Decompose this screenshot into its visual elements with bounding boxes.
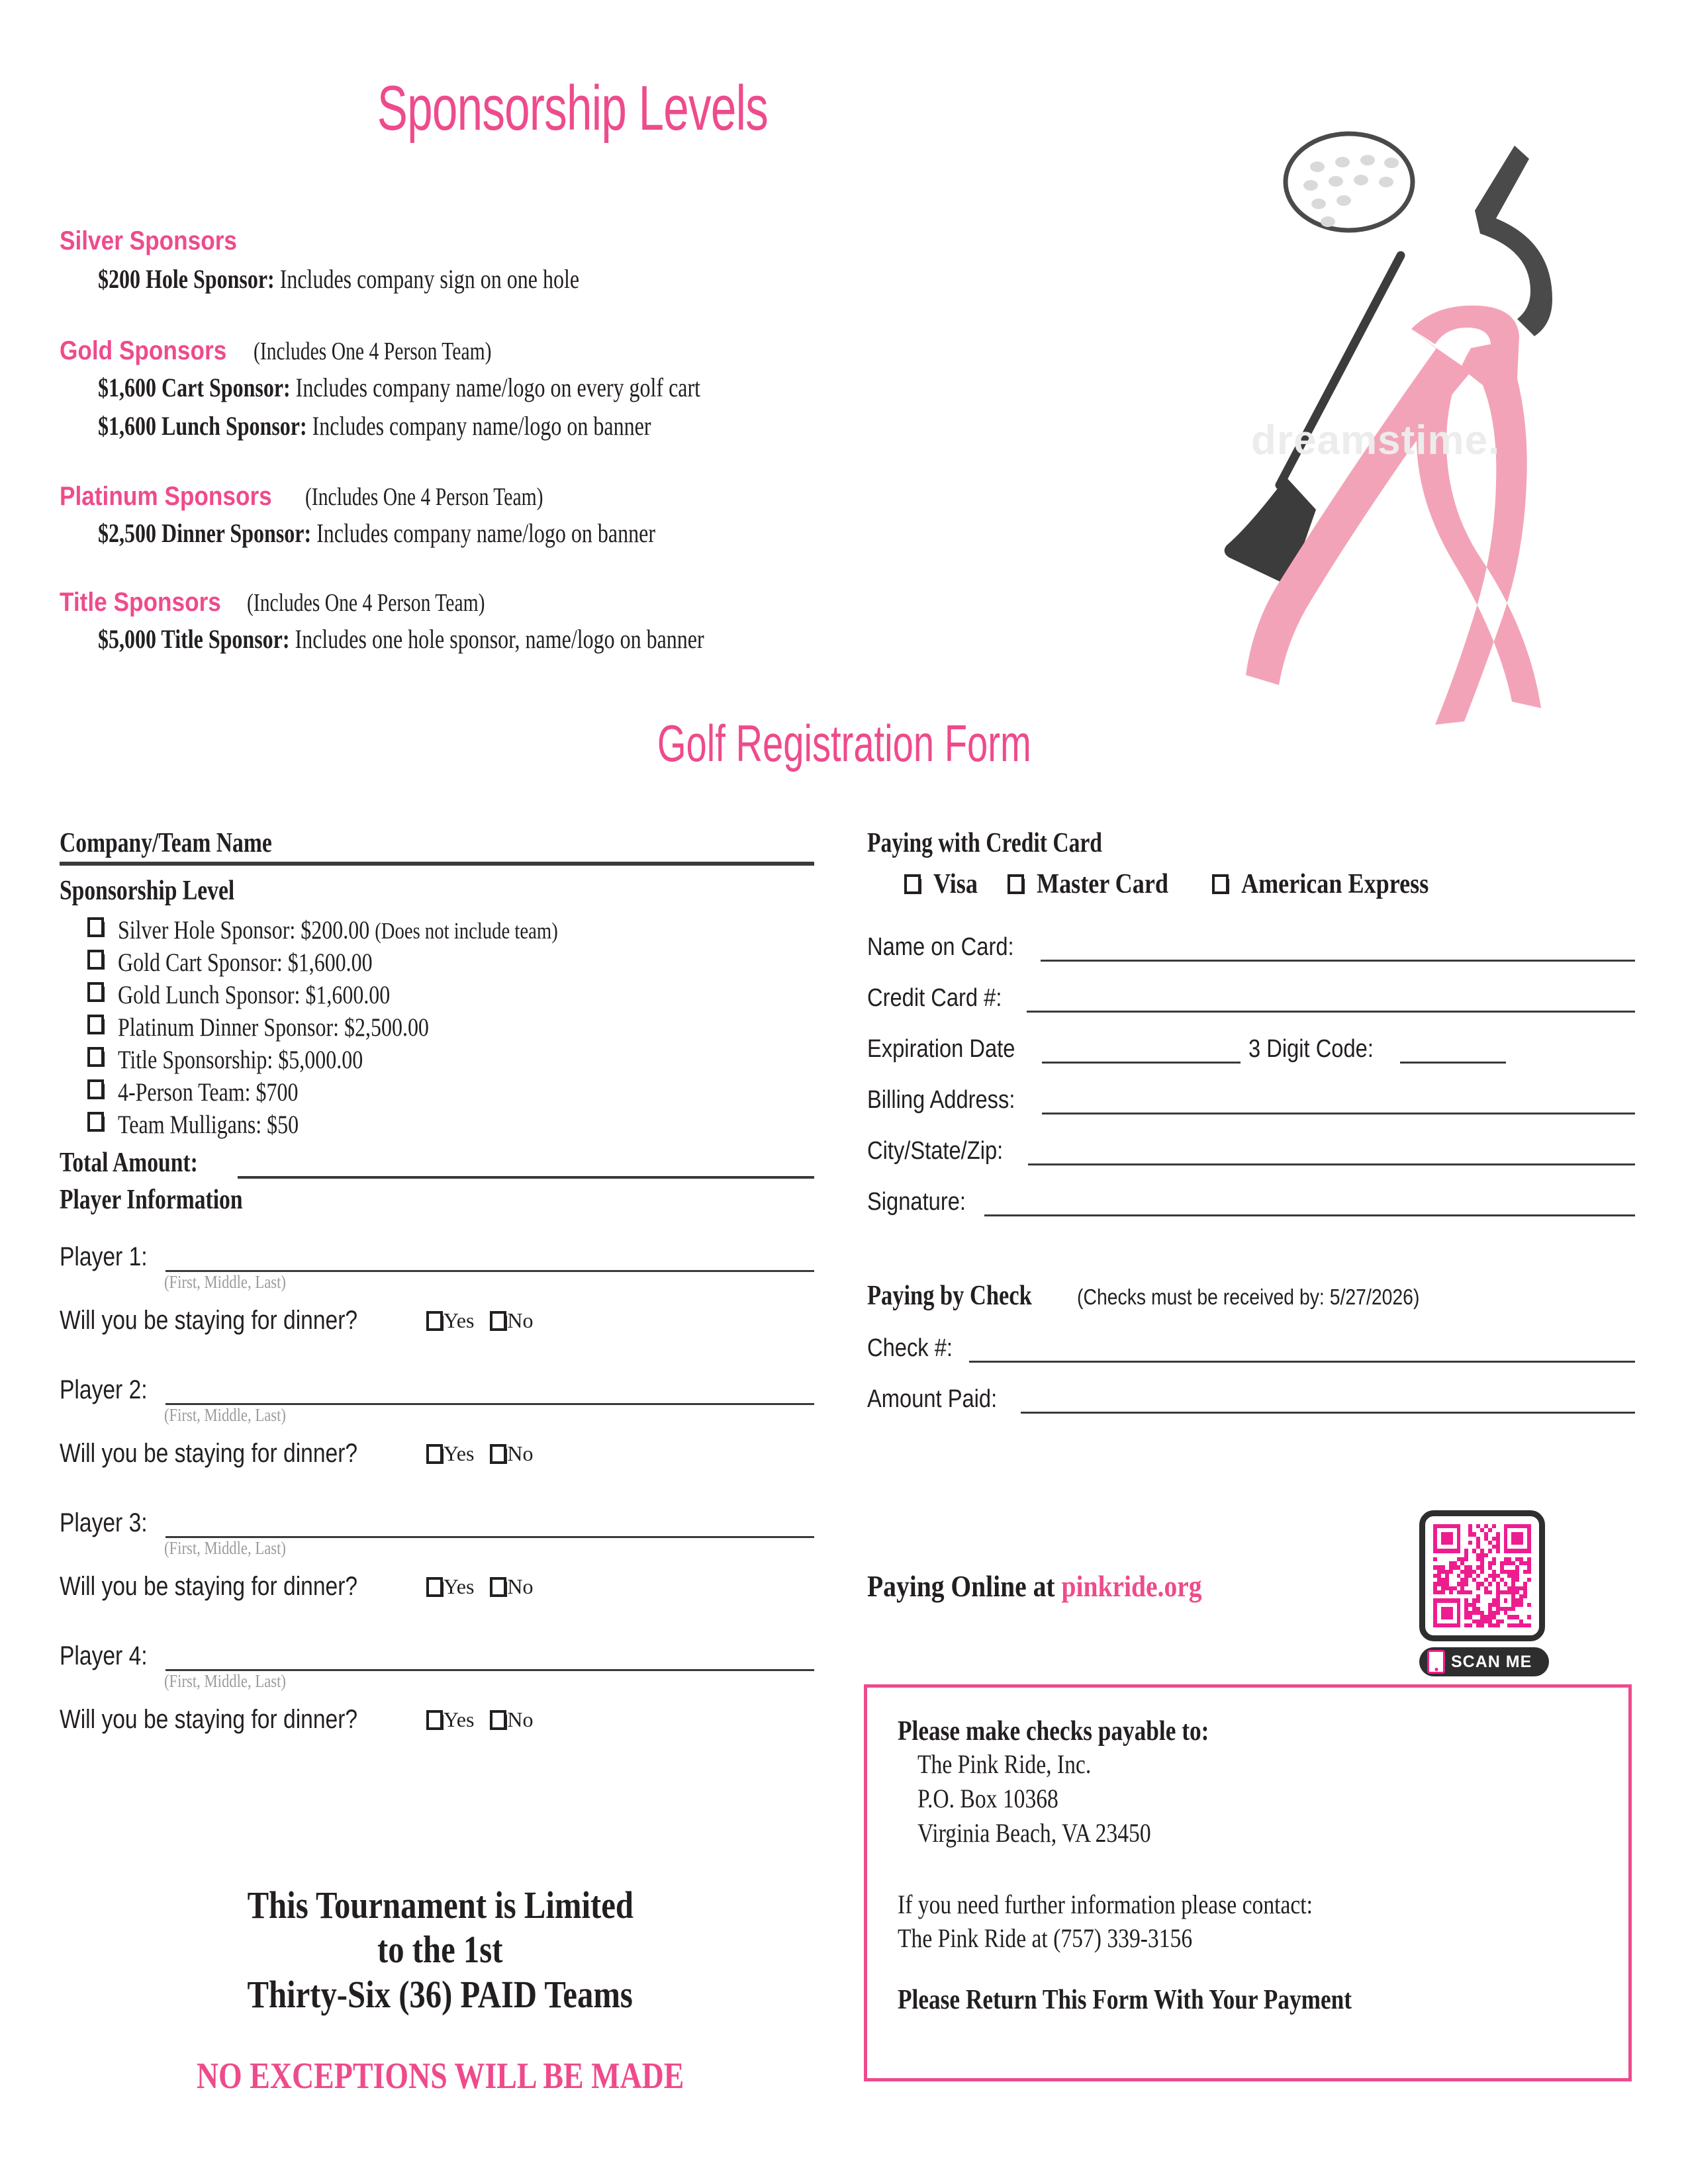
amount-paid-row [867,1385,1635,1414]
card-type-label: American Express [1241,869,1429,899]
tier-name: Title Sponsors [60,588,221,617]
player-information-label: Player Information [60,1185,243,1215]
tier-heading-platinum [60,482,610,512]
credit-card-number-label: Credit Card #: [867,984,1002,1012]
billing-address-row [867,1086,1635,1115]
player-block-4 [60,1641,814,1735]
paying-online-row [867,1569,1256,1604]
dinner-question-label: Will you be staying for dinner? [60,1439,358,1468]
dinner-question-label: Will you be staying for dinner? [60,1705,358,1734]
payable-address: The Pink Ride, Inc. P.O. Box 10368 Virginia Beach, VA 23450 [917,1749,1151,1848]
sponsorship-option-platinum-dinner[interactable]: Platinum Dinner Sponsor: $2,500.00 [87,1015,814,1040]
player-name-input[interactable] [165,1516,814,1538]
tier-desc: Includes one hole sponsor, name/logo on banner [295,624,704,654]
scan-me-label: SCAN ME [1451,1652,1532,1671]
three-digit-code-input[interactable] [1400,1043,1506,1064]
paying-by-check-heading: Paying by Check (Checks must be received by: 5/27/2026) [867,1281,1420,1311]
tier-name: Platinum Sponsors [60,482,272,511]
expiration-date-input[interactable] [1042,1043,1241,1064]
check-number-label: Check #: [867,1334,953,1362]
tier-heading-silver [60,226,265,256]
name-on-card-input[interactable] [1041,941,1635,962]
return-form-note: Please Return This Form With Your Payment [898,1985,1352,2016]
billing-address-input[interactable] [1042,1094,1635,1115]
dreamstime-watermark: dreamstime. [1251,418,1501,463]
city-state-zip-row [867,1137,1635,1165]
tier-line [98,518,794,549]
player-label: Player 4: [60,1641,148,1670]
player-name-hint: (First, Middle, Last) [164,1538,286,1558]
player-name-input[interactable] [165,1649,814,1671]
dinner-no-label: No [507,1308,534,1332]
checkbox-icon[interactable] [87,1015,105,1034]
tier-note: (Includes One 4 Person Team) [253,338,492,365]
credit-card-number-input[interactable] [1027,992,1635,1013]
form-title-text: Golf Registration Form [657,714,1031,772]
dinner-question-row [60,1439,814,1469]
dinner-question-label: Will you be staying for dinner? [60,1572,358,1601]
player-name-input[interactable] [165,1250,814,1272]
total-amount-input[interactable] [238,1154,814,1179]
name-on-card-row [867,933,1635,962]
checkbox-icon-no[interactable] [490,1311,507,1331]
checkbox-icon-no[interactable] [490,1710,507,1730]
checkbox-icon-yes[interactable] [426,1577,444,1597]
checkbox-icon-no[interactable] [490,1577,507,1597]
city-state-zip-input[interactable] [1028,1145,1635,1165]
check-number-row [867,1334,1635,1363]
total-amount-label: Total Amount: [60,1148,198,1178]
tier-amount: $200 Hole Sponsor: [98,264,275,294]
dinner-no-label: No [507,1574,534,1598]
tier-name: Silver Sponsors [60,226,238,255]
phone-icon [1427,1650,1445,1674]
sponsorship-option-silver-hole[interactable]: Silver Hole Sponsor: $200.00 (Does not include team) [87,917,814,943]
dinner-yes-label: Yes [443,1707,475,1731]
player-block-1 [60,1242,814,1336]
sponsorship-option-title[interactable]: Title Sponsorship: $5,000.00 [87,1047,814,1073]
dinner-question-label: Will you be staying for dinner? [60,1306,358,1335]
registration-left-column [60,827,814,1735]
qr-code-block[interactable] [1419,1510,1549,1676]
sponsorship-level-label: Sponsorship Level [60,876,235,906]
expiration-row [867,1035,1635,1064]
checkbox-icon[interactable] [87,982,105,1002]
sponsorship-option-gold-lunch[interactable]: Gold Lunch Sponsor: $1,600.00 [87,982,814,1008]
checkbox-icon-yes[interactable] [426,1444,444,1464]
player-label: Player 3: [60,1508,148,1537]
tier-heading-gold [60,336,559,366]
tier-line [98,623,856,655]
checkbox-icon[interactable] [87,917,105,937]
qr-code-phone-frame [1419,1510,1545,1641]
player-block-2 [60,1375,814,1469]
amount-paid-label: Amount Paid: [867,1385,998,1413]
signature-row [867,1188,1635,1216]
tier-name: Gold Sponsors [60,336,227,365]
name-on-card-label: Name on Card: [867,933,1014,961]
tier-amount: $1,600 Cart Sponsor: [98,373,291,402]
player-name-hint: (First, Middle, Last) [164,1272,286,1292]
tier-desc: Includes company sign on one hole [279,264,580,294]
checks-payable-heading: Please make checks payable to: [898,1716,1209,1747]
checkbox-icon-visa[interactable] [904,874,921,894]
three-digit-code-label: 3 Digit Code: [1248,1035,1374,1063]
tier-desc: Includes company name/logo on every golf cart [295,373,701,402]
tier-line [98,410,789,441]
contact-info: If you need further information please contact: The Pink Ride at (757) 339-3156 [898,1889,1313,1954]
sponsorship-option-four-person-team[interactable]: 4-Person Team: $700 [87,1079,814,1105]
player-name-input[interactable] [165,1383,814,1405]
checkbox-icon[interactable] [87,1079,105,1099]
amount-paid-input[interactable] [1021,1393,1635,1414]
tier-line [98,372,851,403]
paying-online-label: Paying Online at [867,1569,1055,1603]
player-label: Player 1: [60,1242,148,1271]
total-amount-row [60,1147,814,1179]
card-type-options [904,868,1635,900]
city-state-zip-label: City/State/Zip: [867,1137,1004,1165]
card-type-label: Visa [933,869,978,899]
checks-payable-box [864,1684,1632,2081]
checkbox-icon[interactable] [87,950,105,970]
player-block-3 [60,1508,814,1602]
limit-line: to the 1st [377,1928,503,1972]
form-title [0,713,1688,774]
credit-card-number-row [867,984,1635,1013]
company-team-name-label: Company/Team Name [60,828,272,858]
dinner-no-label: No [507,1441,534,1465]
checkbox-icon-yes[interactable] [426,1710,444,1730]
no-exceptions-notice: NO EXCEPTIONS WILL BE MADE [196,2056,684,2097]
check-deadline-note: (Checks must be received by: 5/27/2026) [1077,1285,1420,1309]
limit-line: This Tournament is Limited [247,1884,633,1927]
player-name-hint: (First, Middle, Last) [164,1671,286,1691]
dinner-no-label: No [507,1707,534,1731]
checkbox-icon-no[interactable] [490,1444,507,1464]
checkbox-icon-amex[interactable] [1212,874,1229,894]
signature-input[interactable] [984,1196,1635,1216]
signature-label: Signature: [867,1188,966,1216]
dinner-question-row [60,1572,814,1602]
tier-desc: Includes company name/logo on banner [312,411,651,441]
dinner-question-row [60,1306,814,1336]
check-number-input[interactable] [969,1342,1635,1363]
sponsorship-option-gold-cart[interactable]: Gold Cart Sponsor: $1,600.00 [87,950,814,976]
billing-address-label: Billing Address: [867,1086,1015,1114]
dinner-yes-label: Yes [443,1574,475,1598]
card-type-label: Master Card [1036,869,1168,899]
tier-amount: $5,000 Title Sponsor: [98,624,290,654]
checkbox-icon-yes[interactable] [426,1311,444,1331]
limit-line: Thirty-Six (36) PAID Teams [247,1972,633,2016]
tier-amount: $2,500 Dinner Sponsor: [98,518,312,548]
dinner-question-row [60,1705,814,1735]
player-label: Player 2: [60,1375,148,1404]
page-title [0,71,1145,145]
dinner-yes-label: Yes [443,1441,475,1465]
expiration-date-label: Expiration Date [867,1035,1015,1063]
tier-note: (Includes One 4 Person Team) [247,589,485,617]
checkbox-icon[interactable] [87,1112,105,1132]
page-title-text: Sponsorship Levels [377,73,769,144]
sponsorship-option-team-mulligans[interactable]: Team Mulligans: $50 [87,1112,814,1138]
scan-me-badge [1419,1647,1549,1676]
dinner-yes-label: Yes [443,1308,475,1332]
credit-card-heading: Paying with Credit Card [867,828,1102,858]
tier-amount: $1,600 Lunch Sponsor: [98,411,307,441]
tournament-limit-notice [60,1883,821,2017]
checkbox-icon-mastercard[interactable] [1008,874,1025,894]
tier-heading-title [60,588,552,617]
player-name-hint: (First, Middle, Last) [164,1405,286,1425]
company-team-name-input[interactable] [60,862,814,866]
registration-right-column [867,827,1635,1414]
tier-line [98,263,700,295]
tier-desc: Includes company name/logo on banner [316,518,655,548]
checkbox-icon[interactable] [87,1047,105,1067]
tier-note: (Includes One 4 Person Team) [305,483,543,511]
pinkride-link[interactable]: pinkride.org [1061,1569,1202,1603]
qr-code-icon[interactable] [1433,1524,1531,1627]
